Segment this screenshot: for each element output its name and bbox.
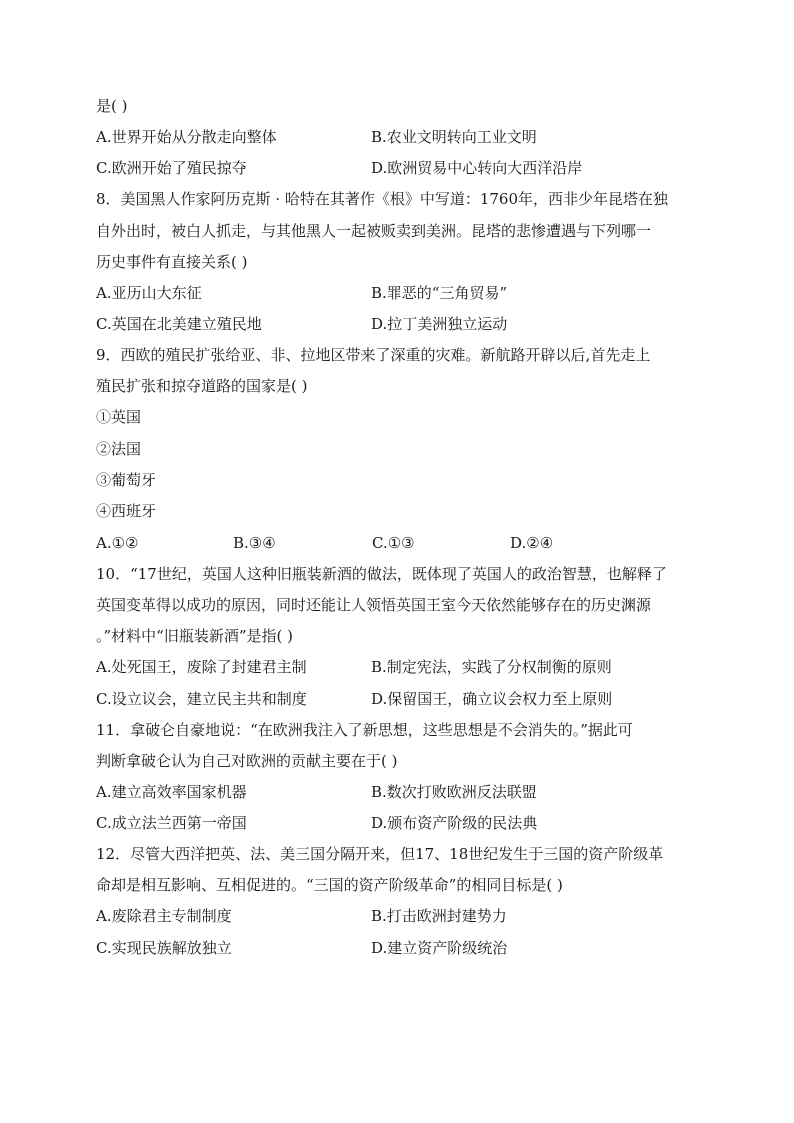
- q9-option-a[interactable]: A.①②: [96, 534, 139, 552]
- q9-item-4: ④西班牙: [96, 502, 157, 520]
- q8-stem-line-1: 8．美国黑人作家阿历克斯 · 哈特在其著作《根》中写道：1760年，西非少年昆塔在独: [96, 190, 669, 208]
- q12-option-d[interactable]: D.建立资产阶级统治: [371, 939, 508, 957]
- q8-options-row-1: [96, 282, 736, 304]
- q8-stem-line-2: 自外出时，被白人抓走，与其他黑人一起被贩卖到美洲。昆塔的悲惨遭遇与下列哪一: [96, 222, 652, 240]
- q9-item-2: ②法国: [96, 440, 142, 458]
- q11-stem-line-1: 11．拿破仑自豪地说：“在欧洲我注入了新思想，这些思想是不会消失的。”据此可: [96, 721, 633, 739]
- q10-stem-line-2: 英国变革得以成功的原因，同时还能让人领悟英国王室今天依然能够存在的历史渊源: [96, 596, 652, 614]
- q7-option-d[interactable]: D.欧洲贸易中心转向大西洋沿岸: [371, 159, 583, 177]
- q12-stem-line-1: 12．尽管大西洋把英、法、美三国分隔开来，但17、18世纪发生于三国的资产阶级革: [96, 845, 664, 863]
- q8-option-a[interactable]: A.亚历山大东征: [96, 284, 202, 302]
- q7-option-c[interactable]: C.欧洲开始了殖民掠夺: [96, 159, 247, 177]
- q8-option-b[interactable]: B.罪恶的“三角贸易”: [371, 284, 508, 302]
- q10-option-c[interactable]: C.设立议会，建立民主共和制度: [96, 690, 307, 708]
- q10-options-row-2: [96, 688, 736, 710]
- q11-option-a[interactable]: A.建立高效率国家机器: [96, 783, 247, 801]
- q11-option-c[interactable]: C.成立法兰西第一帝国: [96, 814, 247, 832]
- q11-options-row-1: [96, 781, 736, 803]
- q10-option-a[interactable]: A.处死国王，废除了封建君主制: [96, 658, 307, 676]
- q9-option-c[interactable]: C.①③: [372, 534, 415, 552]
- q12-options-row-1: [96, 905, 736, 927]
- q10-stem-line-1: 10．“17世纪，英国人这种旧瓶装新酒的做法，既体现了英国人的政治智慧，也解释了: [96, 565, 667, 583]
- q11-option-d[interactable]: D.颁布资产阶级的民法典: [371, 814, 538, 832]
- q7-options-row-2: [96, 157, 736, 179]
- q8-stem-line-3: 历史事件有直接关系( ): [96, 253, 248, 271]
- q8-option-c[interactable]: C.英国在北美建立殖民地: [96, 315, 262, 333]
- q12-options-row-2: [96, 937, 736, 959]
- q8-options-row-2: [96, 313, 736, 335]
- q10-option-b[interactable]: B.制定宪法，实践了分权制衡的原则: [371, 658, 612, 676]
- q9-option-b[interactable]: B.③④: [233, 534, 276, 552]
- q12-option-c[interactable]: C.实现民族解放独立: [96, 939, 232, 957]
- q9-options-row: [96, 532, 736, 554]
- q9-option-d[interactable]: D.②④: [510, 534, 554, 552]
- q10-options-row-1: [96, 656, 736, 678]
- q9-stem-line-2: 殖民扩张和掠夺道路的国家是( ): [96, 377, 308, 395]
- q9-item-3: ③葡萄牙: [96, 471, 157, 489]
- q7-option-b[interactable]: B.农业文明转向工业文明: [371, 128, 537, 146]
- q7-options-row-1: [96, 126, 736, 148]
- q9-item-1: ①英国: [96, 408, 142, 426]
- q9-stem-line-1: 9．西欧的殖民扩张给亚、非、拉地区带来了深重的灾难。新航路开辟以后,首先走上: [96, 346, 651, 364]
- q7-stem-tail: 是( ): [96, 97, 128, 115]
- q11-options-row-2: [96, 812, 736, 834]
- q10-option-d[interactable]: D.保留国王，确立议会权力至上原则: [371, 690, 613, 708]
- q8-option-d[interactable]: D.拉丁美洲独立运动: [371, 315, 508, 333]
- q11-stem-line-2: 判断拿破仑认为自己对欧洲的贡献主要在于( ): [96, 752, 398, 770]
- q12-option-b[interactable]: B.打击欧洲封建势力: [371, 907, 507, 925]
- q11-option-b[interactable]: B.数次打败欧洲反法联盟: [371, 783, 537, 801]
- q12-option-a[interactable]: A.废除君主专制制度: [96, 907, 232, 925]
- q12-stem-line-2: 命却是相互影响、互相促进的。“三国的资产阶级革命”的相同目标是( ): [96, 876, 563, 894]
- q7-option-a[interactable]: A.世界开始从分散走向整体: [96, 128, 277, 146]
- q10-stem-line-3: 。”材料中“旧瓶装新酒”是指( ): [96, 627, 293, 645]
